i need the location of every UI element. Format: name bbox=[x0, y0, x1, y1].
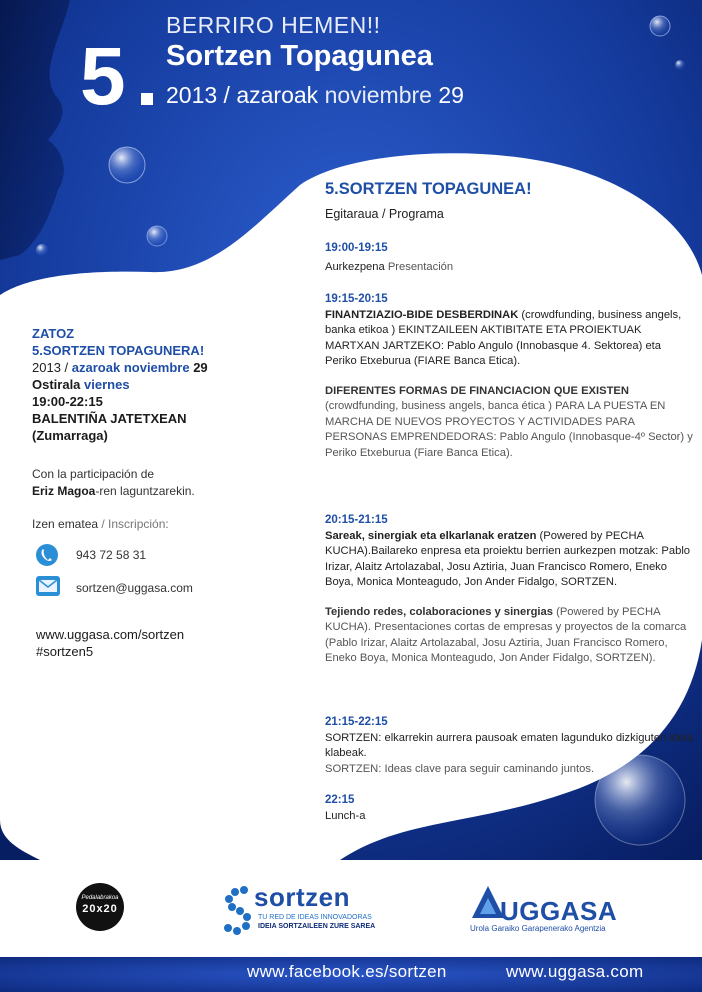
invite-event: 5.SORTZEN TOPAGUNERA! bbox=[32, 343, 205, 358]
event-date bbox=[166, 82, 464, 109]
session-3-time: 20:15-21:15 bbox=[325, 514, 388, 526]
invite-hours: 19:00-22:15 bbox=[32, 394, 103, 409]
session-4-time: 21:15-22:15 bbox=[325, 716, 388, 728]
session-1-eu: Aurkezpena bbox=[325, 260, 385, 273]
session-3-es-text: (Powered by PECHA KUCHA). Presentaciones cortas de empresas y proyectos de la comarca (Pablo Irizar, Alaitz Artolazabal, Josu Aztiria, Juan Francisco Romero, Eneko Boya, Monica Monteagudo, Jon Ander Fidalgo, SORTZEN). bbox=[325, 605, 687, 664]
session-3-es-title: Tejiendo redes, colaboraciones y sinergias bbox=[325, 605, 553, 618]
facebook-link[interactable]: www.facebook.es/sortzen bbox=[247, 962, 447, 981]
invite-month-es: noviembre bbox=[123, 360, 190, 375]
session-2-es-title: DIFERENTES FORMAS DE FINANCIACION QUE EXISTEN bbox=[325, 384, 629, 397]
phone-number[interactable]: 943 72 58 31 bbox=[76, 548, 147, 562]
footer-website-link[interactable]: www.uggasa.com bbox=[506, 962, 644, 981]
weekday-es: viernes bbox=[84, 377, 130, 392]
invite-weekday bbox=[32, 376, 292, 393]
session-5-text: Lunch-a bbox=[325, 809, 366, 822]
session-4 bbox=[325, 715, 695, 777]
session-2-eu-text: (crowdfunding, business angels, banka etikoa ) EKINTZAILEEN AKTIBITATE ETA PROIEKTUAK MARTXAN JARTZEKO: Pablo Angulo (Innobasque 4. Sektorea) eta Periko Etxeburua (FIARE Banca Etica). bbox=[325, 308, 682, 367]
registration-label bbox=[32, 516, 292, 533]
phone-icon bbox=[36, 544, 58, 566]
sortzen-s-icon bbox=[222, 884, 256, 936]
register-eu: Izen ematea bbox=[32, 517, 99, 531]
support-rest: -ren laguntzarekin. bbox=[95, 484, 195, 498]
event-title: Sortzen Topagunea bbox=[166, 40, 433, 72]
session-5 bbox=[325, 793, 695, 824]
invite-heading: ZATOZ bbox=[32, 326, 75, 341]
edition-number: 5 bbox=[80, 31, 124, 122]
partner-badge-logo bbox=[76, 883, 124, 931]
sortzen-logo bbox=[222, 884, 392, 936]
date-month-es: noviembre bbox=[324, 82, 432, 108]
uggasa-wordmark: UGGASA bbox=[500, 896, 618, 926]
session-2-eu-title: FINANTZIAZIO-BIDE DESBERDINAK bbox=[325, 308, 519, 321]
hashtag: #sortzen5 bbox=[36, 644, 94, 659]
session-1-time: 19:00-19:15 bbox=[325, 242, 388, 254]
invite-day: 29 bbox=[193, 360, 208, 375]
badge-top-text: Pedalabrakoa bbox=[81, 895, 119, 901]
website-link[interactable]: www.uggasa.com/sortzen bbox=[36, 627, 185, 642]
uggasa-logo bbox=[470, 884, 630, 936]
invitation-block bbox=[32, 325, 292, 444]
date-month-eu: azaroak bbox=[236, 82, 319, 108]
session-3 bbox=[325, 513, 695, 667]
register-es: / Inscripción: bbox=[98, 517, 169, 531]
email-address[interactable]: sortzen@uggasa.com bbox=[76, 581, 193, 595]
session-2-time: 19:15-20:15 bbox=[325, 293, 388, 305]
session-4-es: SORTZEN: Ideas clave para seguir caminando juntos. bbox=[325, 762, 595, 775]
sortzen-tagline-es: TU RED DE IDEAS INNOVADORAS bbox=[258, 914, 372, 921]
uggasa-tagline: Urola Garaiko Garapenerako Agentzia bbox=[470, 924, 606, 933]
session-1 bbox=[325, 241, 695, 275]
invite-venue: BALENTIÑA JATETXEAN bbox=[32, 411, 187, 426]
program-title: 5.SORTZEN TOPAGUNEA! bbox=[325, 180, 532, 198]
session-3-eu-title: Sareak, sinergiak eta elkarlanak eratzen bbox=[325, 529, 537, 542]
session-2-es-text: (crowdfunding, business angels, banca ética ) PARA LA PUESTA EN MARCHA DE NUEVOS PROYECTOS Y ACTIVIDADES PARA PERSONAS EMPRENDEDORAS: Pablo Angulo (Innobasque-4º Sector) y Periko Etxeburua (Fiare Banca Etica). bbox=[325, 400, 693, 459]
session-5-time: 22:15 bbox=[325, 794, 355, 806]
date-year: 2013 / bbox=[166, 82, 230, 108]
participation-block bbox=[32, 466, 292, 500]
invite-year: 2013 / bbox=[32, 360, 69, 375]
sortzen-wordmark: sortzen bbox=[254, 882, 350, 912]
email-icon bbox=[36, 576, 60, 596]
session-1-es: Presentación bbox=[387, 260, 454, 273]
program-subtitle: Egitaraua / Programa bbox=[325, 207, 444, 221]
weekday-eu: Ostirala bbox=[32, 377, 81, 392]
session-4-eu: SORTZEN: elkarrekin aurrera pausoak ematen lagunduko dizkiguten ideia klabeak. bbox=[325, 731, 693, 759]
session-2 bbox=[325, 292, 695, 461]
edition-dot bbox=[141, 93, 153, 105]
date-day: 29 bbox=[438, 82, 464, 108]
sortzen-tagline-eu: IDEIA SORTZAILEEN ZURE SAREA bbox=[258, 923, 376, 930]
invite-town: (Zumarraga) bbox=[32, 428, 108, 443]
participation-text: Con la participación de bbox=[32, 467, 155, 481]
badge-mid-text: 20x20 bbox=[82, 903, 118, 915]
invite-date bbox=[32, 359, 292, 376]
session-3-eu-text: (Powered by PECHA KUCHA).Bailareko enpresa eta proiektu berrien aurkezpen motzak: Pablo Irizar, Alaitz Artolazabal, Josu Aztiria, Juan Francisco Romero, Eneko Boya, Monica Monteagudo, Jon Ander Fidalgo, SORTZEN. bbox=[325, 529, 691, 588]
invite-month-eu: azaroak bbox=[71, 360, 121, 375]
support-name: Eriz Magoa bbox=[32, 484, 96, 498]
tagline: BERRIRO HEMEN!! bbox=[166, 12, 381, 38]
support-text bbox=[32, 483, 292, 500]
